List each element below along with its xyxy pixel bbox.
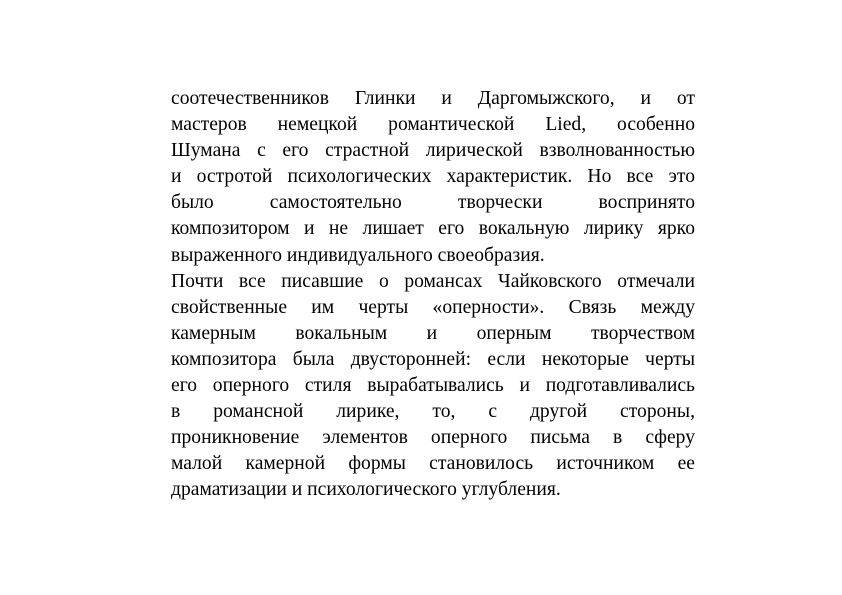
text-line: выраженного индивидуального своеобразия. — [171, 244, 545, 266]
text-line: Шумана с его страстной лирической взволнованностью — [171, 140, 695, 162]
text-line: и остротой психологических характеристик. Но все это — [171, 166, 695, 188]
text-line: его оперного стиля вырабатывались и подготавливались — [171, 375, 695, 397]
text-line: мастеров немецкой романтической Lied, особенно — [171, 114, 695, 136]
text-line: композитором и не лишает его вокальную лирику ярко — [171, 218, 695, 240]
text-line: соотечественников Глинки и Даргомыжского, и от — [171, 88, 695, 109]
paragraph-1 — [171, 86, 695, 269]
text-line: камерным вокальным и оперным творчеством — [171, 322, 695, 344]
text-line: было самостоятельно творчески воспринято — [171, 192, 695, 214]
text-line: композитора была двусторонней: если некоторые черты — [171, 348, 695, 370]
text-line: проникновение элементов оперного письма в сферу — [171, 427, 695, 449]
text-line: свойственные им черты «оперности». Связь между — [171, 296, 695, 318]
text-line: Почти все писавшие о романсах Чайковского отмечали — [171, 270, 695, 292]
body-text — [171, 86, 695, 504]
text-line: в романсной лирике, то, с другой стороны, — [171, 401, 695, 423]
text-line: драматизации и психологического углубления. — [171, 479, 561, 501]
text-line: малой камерной формы становилось источником ее — [171, 453, 695, 475]
paragraph-2 — [171, 269, 695, 504]
